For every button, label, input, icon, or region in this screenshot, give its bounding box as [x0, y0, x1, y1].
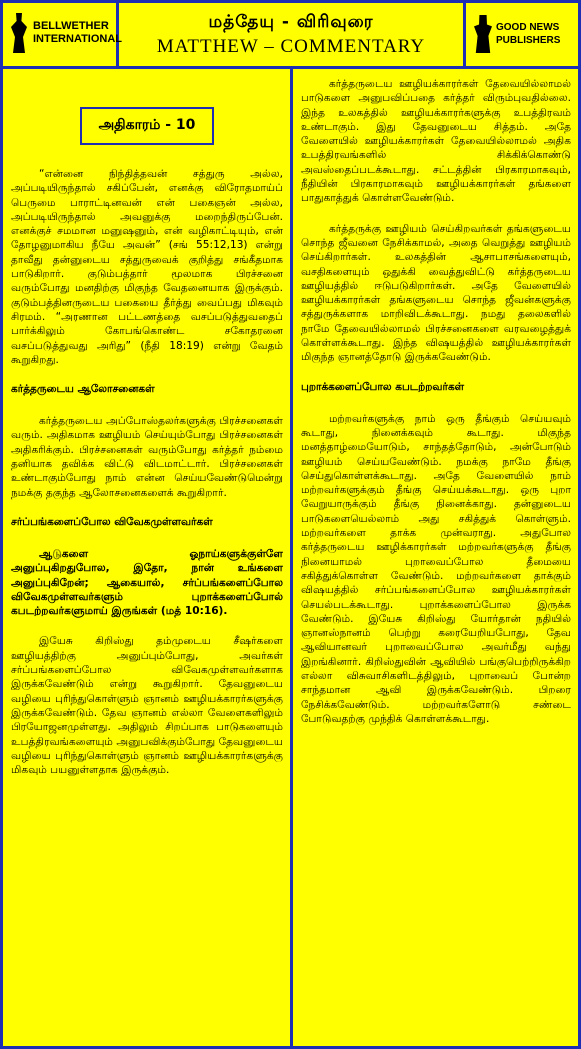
right-column — [293, 69, 578, 1046]
title-tamil: மத்தேயு - விரிவுரை — [208, 12, 374, 32]
publisher-logo-left — [3, 3, 123, 66]
figure-icon — [474, 15, 492, 53]
bellwether-text — [33, 20, 122, 46]
publisher-logo-right — [466, 3, 578, 66]
bellwether-logo — [9, 13, 122, 53]
left-paragraph-4: இயேசு கிறிஸ்து தம்முடைய சீஷர்களை ஊழியத்திற்கு அனுப்பும்போது, அவர்கள் சர்ப்பங்களைப்போல விவேகமுள்ளவர்களாக இருக்கவேண்டும் என்று கூறுகிறார். தேவனுடைய வழியை புரிந்துகொள்ளும் ஞானம் ஊழியக்காரர்களுக்கு இருக்கவேண்டும். தேவ ஞானம் எல்லா வேளைகளிலும் பிரயோஜனமுள்ளது. அதிலும் சிறப்பாக பாடுகளையும் உபத்திரவங்களையும் அனுபவிக்கும்போது தேவனுடைய வழியை புரிந்துகொள்ளும் ஞானம் ஊழியக்காரர்களுக்கு மிகவும் பயனுள்ளதாக இருக்கும். — [11, 635, 283, 777]
tower-icon — [9, 13, 29, 53]
section-heading-serpents: சர்ப்பங்களைப்போல விவேகமுள்ளவர்கள் — [11, 515, 213, 528]
section-heading-doves: புறாக்களைப்போல கபடற்றவர்கள் — [301, 380, 465, 393]
title-block — [119, 3, 466, 66]
good-news-line2: PUBLISHERS — [496, 35, 561, 46]
left-paragraph-1: “என்னை நிந்தித்தவன் சத்துரு அல்ல, அப்படியிருந்தால் சகிப்பேன், எனக்கு விரோதமாய்ப் பெருமை பாராட்டினவன் என் பகைஞன் அல்ல, அப்படியிருந்தால் அவனுக்கு மறைந்திருப்பேன். எனக்குச் சமமான மனுஷனும், என் வழிகாட்டியும், என் தோழனுமாகிய நீயே அவன்” (சங் 55:12,13) என்று தாவீது தன்னுடைய சத்துருவைக் குறித்து சங்கீதமாக பாடுகிறார். குடும்பத்தார் மூலமாக பிரச்சனை வரும்போது மனதிற்கு மிகுந்த வேதனையாக இருக்கும். குடும்பத்தினருடைய பகையை தீர்த்து வைப்பது மிகவும் சிரமம். “அரணான பட்டணத்தை வசப்படுத்துவதைப் பார்க்கிலும் கோபங்கொண்ட சகோதரனை வசப்படுத்துவது அரிது” (நீதி 18:19) என்று வேதம் கூறுகிறது. — [11, 168, 283, 366]
right-paragraph-1: கர்த்தருடைய ஊழியக்காரர்கள் தேவையில்லாமல் பாடுகளை அனுபவிப்பதை கர்த்தர் விரும்புவதில்லை. இந்த உலகத்தில் ஊழியக்காரர்களுக்கு உபத்திரவம் உண்டாகும். இது தேவனுடைய சித்தம். அதே வேளையில் ஊழியக்காரர்கள் தேவையில்லாமல் அதிக உபத்திரவங்களில் சிக்கிக்கொண்டு அவஸ்தைப்படக்கூடாது. சட்டத்தின் பிரகாரமாகவும், நீதியின் பிரகாரமாகவும் ஊழியக்காரர்கள் தங்களை பாதுகாத்துக் கொள்ளவேண்டும். — [301, 78, 571, 205]
right-paragraph-3: மற்றவர்களுக்கு நாம் ஒரு தீங்கும் செய்யவும் கூடாது, நினைக்கவும் கூடாது. மிகுந்த மனத்தாழ்மையோடும், சாந்தத்தோடும், அன்போடும் ஊழியம் செய்யவேண்டும். நமக்கு நாமே தீங்கு செய்துகொள்ளக்கூடாது. அதே வேளையில் நாம் மற்றவர்களுக்கும் தீங்கு செய்யக்கூடாது. ஒரு புறா வேறுயாருக்கும் தீங்கு நினைக்காது. தன்னுடைய பாடுகளையெல்லாம் அது சகித்துக் கொள்ளும். மற்றவர்களை தாக்க முன்வராது. அதுபோல கர்த்தருடைய ஊழிக்காரர்கள் மற்றவர்களுக்கு தீங்கு நினையாமல் புறாவைப்போல தீமையை சகித்துக்கொள்ள வேண்டும். மற்றவர்களை தாக்கும் விஷயத்தில் சர்ப்பங்களைப்போல ஊழியக்காரர்கள் செயல்படக்கூடாது. புறாக்களைப்போல இருக்க வேண்டும். இயேசு கிறிஸ்து யோர்தான் நதியில் ஞானஸ்நானம் பெற்று கரையேறியபோது, தேவ ஆவியானவர் புறாவைப்போல அவர்மீது வந்து இறங்கினார். கிறிஸ்துவின் ஆவியில் பங்குபெற்றிருக்கிற எல்லா விசுவாசிகளிடத்திலும், புறாவைப் போன்ற சாந்தமான ஆவி இருக்கவேண்டும். பிறரை நேசிக்கவேண்டும். மற்றவர்களோடு சண்டை போடுவதற்கு முந்திக் கொள்ளக்கூடாது. — [301, 412, 571, 725]
title-english: MATTHEW – COMMENTARY — [156, 36, 426, 57]
right-paragraph-2: கர்த்தருக்கு ஊழியம் செய்கிறவர்கள் தங்களுடைய சொந்த ஜீவனை நேசிக்காமல், அதை வெறுத்து ஊழியம் செய்கிறார்கள். உலகத்தின் ஆசாபாசங்களையும், வசதிகளையும் ஒதுக்கி வைத்துவிட்டு கர்த்தருடைய ஊழியத்தில் ஈடுபடுகிறார்கள். அதே வேளையில் ஊழியக்காரர்கள் தங்களுடைய சொந்த ஜீவன்களுக்கு சத்துருக்களாக மாறிவிடக்கூடாது. நமது தலைகளில் நாமே தேவையில்லாமல் பிரச்சனைகளை வரவழைத்துக் கொள்ளக்கூடாது. இந்த விஷயத்தில் ஊழியக்காரர்கள் மிகுந்த ஞானத்தோடு இருக்கவேண்டும். — [301, 222, 571, 364]
chapter-heading: அதிகாரம் - 10 — [80, 107, 214, 145]
good-news-line1: GOOD NEWS — [496, 22, 560, 33]
bellwether-line2: INTERNATIONAL — [33, 33, 123, 45]
left-column — [3, 69, 293, 1046]
scripture-quote: ஆடுகளை ஓநாய்களுக்குள்ளே அனுப்புகிறதுபோல, இதோ, நான் உங்களை அனுப்புகிறேன்; ஆகையால், சர்ப்பங்களைப்போல விவேகமுள்ளவர்களும் புறாக்களைப்போல் கபடற்றவர்களுமாய் இருங்கள் (மத் 10:16). — [11, 547, 283, 618]
header — [3, 3, 578, 69]
good-news-logo — [474, 15, 560, 53]
section-heading-counsel: கர்த்தருடைய ஆலோசனைகள் — [11, 383, 155, 396]
good-news-text — [496, 21, 560, 47]
left-paragraph-2: கர்த்தருடைய அப்போஸ்தலர்களுக்கு பிரச்சனைகள் வரும். அதிகமாக ஊழியம் செய்யும்போது பிரச்சனைகள் அதிகரிக்கும். பிரச்சனைகள் வரும்போது கர்த்தர் நம்மை தனியாக தவிக்க விட்டு விடமாட்டார். பிரச்சனைகள் உண்டாகும்போது நாம் என்ன செய்யவேண்டுமென்று நமக்கு தகுந்த ஆலோசனைகளைக் கூறுகிறார். — [11, 415, 283, 499]
bellwether-line1: BELLWETHER — [33, 20, 109, 32]
